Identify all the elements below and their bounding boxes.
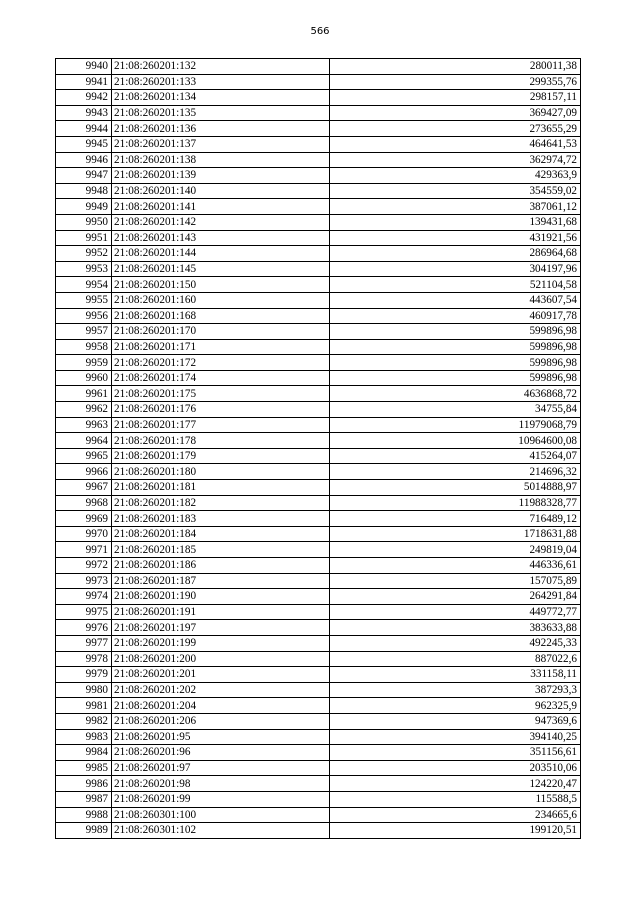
- cadastral-number-cell: 21:08:260201:95: [112, 729, 330, 745]
- cadastral-value-cell: 273655,29: [330, 121, 581, 137]
- cadastral-value-cell: 280011,38: [330, 59, 581, 75]
- cadastral-number-cell: 21:08:260201:206: [112, 713, 330, 729]
- cadastral-value-cell: 5014888,97: [330, 480, 581, 496]
- table-row: [56, 823, 581, 839]
- table-row: [56, 760, 581, 776]
- cadastral-number-cell: 21:08:260201:134: [112, 90, 330, 106]
- cadastral-value-cell: 11979068,79: [330, 417, 581, 433]
- cadastral-value-cell: 415264,07: [330, 448, 581, 464]
- table-row: [56, 542, 581, 558]
- cadastral-value-cell: 387293,3: [330, 682, 581, 698]
- cadastral-number-cell: 21:08:260201:179: [112, 448, 330, 464]
- cadastral-number-cell: 21:08:260201:140: [112, 183, 330, 199]
- cadastral-value-cell: 599896,98: [330, 370, 581, 386]
- cadastral-number-cell: 21:08:260201:133: [112, 74, 330, 90]
- cadastral-number-cell: 21:08:260201:174: [112, 370, 330, 386]
- row-number-cell: 9976: [56, 620, 112, 636]
- table-row: [56, 324, 581, 340]
- table-row: [56, 495, 581, 511]
- row-number-cell: 9961: [56, 386, 112, 402]
- cadastral-value-cell: 199120,51: [330, 823, 581, 839]
- table-row: [56, 183, 581, 199]
- cadastral-value-cell: 521104,58: [330, 277, 581, 293]
- cadastral-number-cell: 21:08:260201:143: [112, 230, 330, 246]
- cadastral-value-cell: 947369,6: [330, 713, 581, 729]
- cadastral-value-cell: 157075,89: [330, 573, 581, 589]
- table-row: [56, 136, 581, 152]
- cadastral-value-table: [55, 58, 581, 839]
- table-row: [56, 604, 581, 620]
- row-number-cell: 9959: [56, 355, 112, 371]
- table-row: [56, 292, 581, 308]
- cadastral-number-cell: 21:08:260301:102: [112, 823, 330, 839]
- table-row: [56, 807, 581, 823]
- cadastral-value-cell: 962325,9: [330, 698, 581, 714]
- cadastral-value-cell: 351156,61: [330, 745, 581, 761]
- cadastral-number-cell: 21:08:260201:185: [112, 542, 330, 558]
- cadastral-number-cell: 21:08:260201:171: [112, 339, 330, 355]
- cadastral-value-cell: 10964600,08: [330, 433, 581, 449]
- cadastral-value-cell: 203510,06: [330, 760, 581, 776]
- table-row: [56, 448, 581, 464]
- row-number-cell: 9957: [56, 324, 112, 340]
- row-number-cell: 9940: [56, 59, 112, 75]
- row-number-cell: 9967: [56, 480, 112, 496]
- cadastral-value-cell: 599896,98: [330, 355, 581, 371]
- table-row: [56, 713, 581, 729]
- cadastral-value-cell: 492245,33: [330, 635, 581, 651]
- cadastral-value-cell: 464641,53: [330, 136, 581, 152]
- cadastral-value-cell: 304197,96: [330, 261, 581, 277]
- table-row: [56, 589, 581, 605]
- cadastral-number-cell: 21:08:260301:100: [112, 807, 330, 823]
- cadastral-number-cell: 21:08:260201:191: [112, 604, 330, 620]
- cadastral-number-cell: 21:08:260201:200: [112, 651, 330, 667]
- row-number-cell: 9952: [56, 246, 112, 262]
- row-number-cell: 9975: [56, 604, 112, 620]
- table-body: [56, 59, 581, 839]
- cadastral-number-cell: 21:08:260201:137: [112, 136, 330, 152]
- cadastral-number-cell: 21:08:260201:160: [112, 292, 330, 308]
- table-row: [56, 791, 581, 807]
- table-row: [56, 682, 581, 698]
- cadastral-number-cell: 21:08:260201:183: [112, 511, 330, 527]
- row-number-cell: 9948: [56, 183, 112, 199]
- row-number-cell: 9942: [56, 90, 112, 106]
- row-number-cell: 9983: [56, 729, 112, 745]
- table-row: [56, 246, 581, 262]
- cadastral-value-cell: 214696,32: [330, 464, 581, 480]
- cadastral-number-cell: 21:08:260201:201: [112, 667, 330, 683]
- cadastral-value-cell: 431921,56: [330, 230, 581, 246]
- row-number-cell: 9966: [56, 464, 112, 480]
- row-number-cell: 9979: [56, 667, 112, 683]
- table-row: [56, 511, 581, 527]
- cadastral-number-cell: 21:08:260201:144: [112, 246, 330, 262]
- cadastral-number-cell: 21:08:260201:141: [112, 199, 330, 215]
- cadastral-number-cell: 21:08:260201:176: [112, 402, 330, 418]
- row-number-cell: 9985: [56, 760, 112, 776]
- cadastral-number-cell: 21:08:260201:181: [112, 480, 330, 496]
- cadastral-number-cell: 21:08:260201:132: [112, 59, 330, 75]
- table-row: [56, 464, 581, 480]
- table-row: [56, 667, 581, 683]
- cadastral-value-cell: 446336,61: [330, 558, 581, 574]
- cadastral-value-cell: 429363,9: [330, 168, 581, 184]
- row-number-cell: 9960: [56, 370, 112, 386]
- cadastral-value-cell: 264291,84: [330, 589, 581, 605]
- table-row: [56, 355, 581, 371]
- cadastral-value-cell: 331158,11: [330, 667, 581, 683]
- row-number-cell: 9977: [56, 635, 112, 651]
- cadastral-number-cell: 21:08:260201:96: [112, 745, 330, 761]
- table-row: [56, 261, 581, 277]
- cadastral-value-cell: 299355,76: [330, 74, 581, 90]
- cadastral-value-cell: 139431,68: [330, 214, 581, 230]
- row-number-cell: 9955: [56, 292, 112, 308]
- cadastral-value-cell: 249819,04: [330, 542, 581, 558]
- cadastral-value-cell: 599896,98: [330, 324, 581, 340]
- table-row: [56, 558, 581, 574]
- table-row: [56, 433, 581, 449]
- row-number-cell: 9989: [56, 823, 112, 839]
- table-row: [56, 90, 581, 106]
- cadastral-number-cell: 21:08:260201:170: [112, 324, 330, 340]
- table-row: [56, 698, 581, 714]
- cadastral-number-cell: 21:08:260201:178: [112, 433, 330, 449]
- row-number-cell: 9988: [56, 807, 112, 823]
- row-number-cell: 9987: [56, 791, 112, 807]
- cadastral-number-cell: 21:08:260201:186: [112, 558, 330, 574]
- table-row: [56, 386, 581, 402]
- row-number-cell: 9984: [56, 745, 112, 761]
- cadastral-number-cell: 21:08:260201:187: [112, 573, 330, 589]
- table-row: [56, 168, 581, 184]
- cadastral-number-cell: 21:08:260201:150: [112, 277, 330, 293]
- table-row: [56, 308, 581, 324]
- table-row: [56, 105, 581, 121]
- cadastral-value-cell: 1718631,88: [330, 526, 581, 542]
- cadastral-value-cell: 298157,11: [330, 90, 581, 106]
- table-row: [56, 745, 581, 761]
- row-number-cell: 9981: [56, 698, 112, 714]
- row-number-cell: 9964: [56, 433, 112, 449]
- row-number-cell: 9945: [56, 136, 112, 152]
- table-row: [56, 402, 581, 418]
- table-row: [56, 651, 581, 667]
- row-number-cell: 9951: [56, 230, 112, 246]
- row-number-cell: 9973: [56, 573, 112, 589]
- cadastral-value-cell: 354559,02: [330, 183, 581, 199]
- cadastral-number-cell: 21:08:260201:142: [112, 214, 330, 230]
- cadastral-value-cell: 599896,98: [330, 339, 581, 355]
- cadastral-number-cell: 21:08:260201:99: [112, 791, 330, 807]
- row-number-cell: 9986: [56, 776, 112, 792]
- cadastral-number-cell: 21:08:260201:139: [112, 168, 330, 184]
- cadastral-number-cell: 21:08:260201:202: [112, 682, 330, 698]
- cadastral-value-cell: 286964,68: [330, 246, 581, 262]
- cadastral-number-cell: 21:08:260201:168: [112, 308, 330, 324]
- row-number-cell: 9971: [56, 542, 112, 558]
- cadastral-number-cell: 21:08:260201:177: [112, 417, 330, 433]
- row-number-cell: 9962: [56, 402, 112, 418]
- row-number-cell: 9949: [56, 199, 112, 215]
- row-number-cell: 9953: [56, 261, 112, 277]
- cadastral-number-cell: 21:08:260201:204: [112, 698, 330, 714]
- row-number-cell: 9947: [56, 168, 112, 184]
- table-row: [56, 339, 581, 355]
- cadastral-value-cell: 362974,72: [330, 152, 581, 168]
- table-row: [56, 620, 581, 636]
- cadastral-value-cell: 11988328,77: [330, 495, 581, 511]
- cadastral-value-cell: 124220,47: [330, 776, 581, 792]
- cadastral-number-cell: 21:08:260201:145: [112, 261, 330, 277]
- row-number-cell: 9950: [56, 214, 112, 230]
- cadastral-number-cell: 21:08:260201:180: [112, 464, 330, 480]
- cadastral-value-cell: 443607,54: [330, 292, 581, 308]
- cadastral-value-cell: 383633,88: [330, 620, 581, 636]
- cadastral-number-cell: 21:08:260201:199: [112, 635, 330, 651]
- table-row: [56, 573, 581, 589]
- row-number-cell: 9954: [56, 277, 112, 293]
- cadastral-value-cell: 34755,84: [330, 402, 581, 418]
- row-number-cell: 9970: [56, 526, 112, 542]
- table-row: [56, 74, 581, 90]
- cadastral-number-cell: 21:08:260201:197: [112, 620, 330, 636]
- table-row: [56, 59, 581, 75]
- table-row: [56, 417, 581, 433]
- row-number-cell: 9968: [56, 495, 112, 511]
- table-row: [56, 480, 581, 496]
- cadastral-value-cell: 887022,6: [330, 651, 581, 667]
- table-row: [56, 121, 581, 137]
- cadastral-number-cell: 21:08:260201:97: [112, 760, 330, 776]
- cadastral-number-cell: 21:08:260201:182: [112, 495, 330, 511]
- row-number-cell: 9963: [56, 417, 112, 433]
- cadastral-number-cell: 21:08:260201:138: [112, 152, 330, 168]
- row-number-cell: 9965: [56, 448, 112, 464]
- table-row: [56, 729, 581, 745]
- row-number-cell: 9956: [56, 308, 112, 324]
- table-row: [56, 277, 581, 293]
- row-number-cell: 9941: [56, 74, 112, 90]
- row-number-cell: 9982: [56, 713, 112, 729]
- cadastral-value-cell: 4636868,72: [330, 386, 581, 402]
- row-number-cell: 9958: [56, 339, 112, 355]
- row-number-cell: 9972: [56, 558, 112, 574]
- cadastral-number-cell: 21:08:260201:184: [112, 526, 330, 542]
- row-number-cell: 9943: [56, 105, 112, 121]
- cadastral-value-cell: 234665,6: [330, 807, 581, 823]
- row-number-cell: 9978: [56, 651, 112, 667]
- table-row: [56, 776, 581, 792]
- row-number-cell: 9974: [56, 589, 112, 605]
- cadastral-value-cell: 460917,78: [330, 308, 581, 324]
- cadastral-value-cell: 449772,77: [330, 604, 581, 620]
- table-row: [56, 635, 581, 651]
- row-number-cell: 9946: [56, 152, 112, 168]
- table-row: [56, 199, 581, 215]
- cadastral-number-cell: 21:08:260201:190: [112, 589, 330, 605]
- page-number: 566: [310, 26, 330, 37]
- table-row: [56, 214, 581, 230]
- table-row: [56, 230, 581, 246]
- row-number-cell: 9944: [56, 121, 112, 137]
- table-row: [56, 152, 581, 168]
- table-row: [56, 370, 581, 386]
- table-row: [56, 526, 581, 542]
- cadastral-value-cell: 369427,09: [330, 105, 581, 121]
- row-number-cell: 9980: [56, 682, 112, 698]
- cadastral-value-cell: 394140,25: [330, 729, 581, 745]
- cadastral-value-cell: 115588,5: [330, 791, 581, 807]
- cadastral-number-cell: 21:08:260201:175: [112, 386, 330, 402]
- cadastral-number-cell: 21:08:260201:172: [112, 355, 330, 371]
- cadastral-value-cell: 387061,12: [330, 199, 581, 215]
- cadastral-value-cell: 716489,12: [330, 511, 581, 527]
- cadastral-number-cell: 21:08:260201:136: [112, 121, 330, 137]
- cadastral-number-cell: 21:08:260201:135: [112, 105, 330, 121]
- row-number-cell: 9969: [56, 511, 112, 527]
- cadastral-number-cell: 21:08:260201:98: [112, 776, 330, 792]
